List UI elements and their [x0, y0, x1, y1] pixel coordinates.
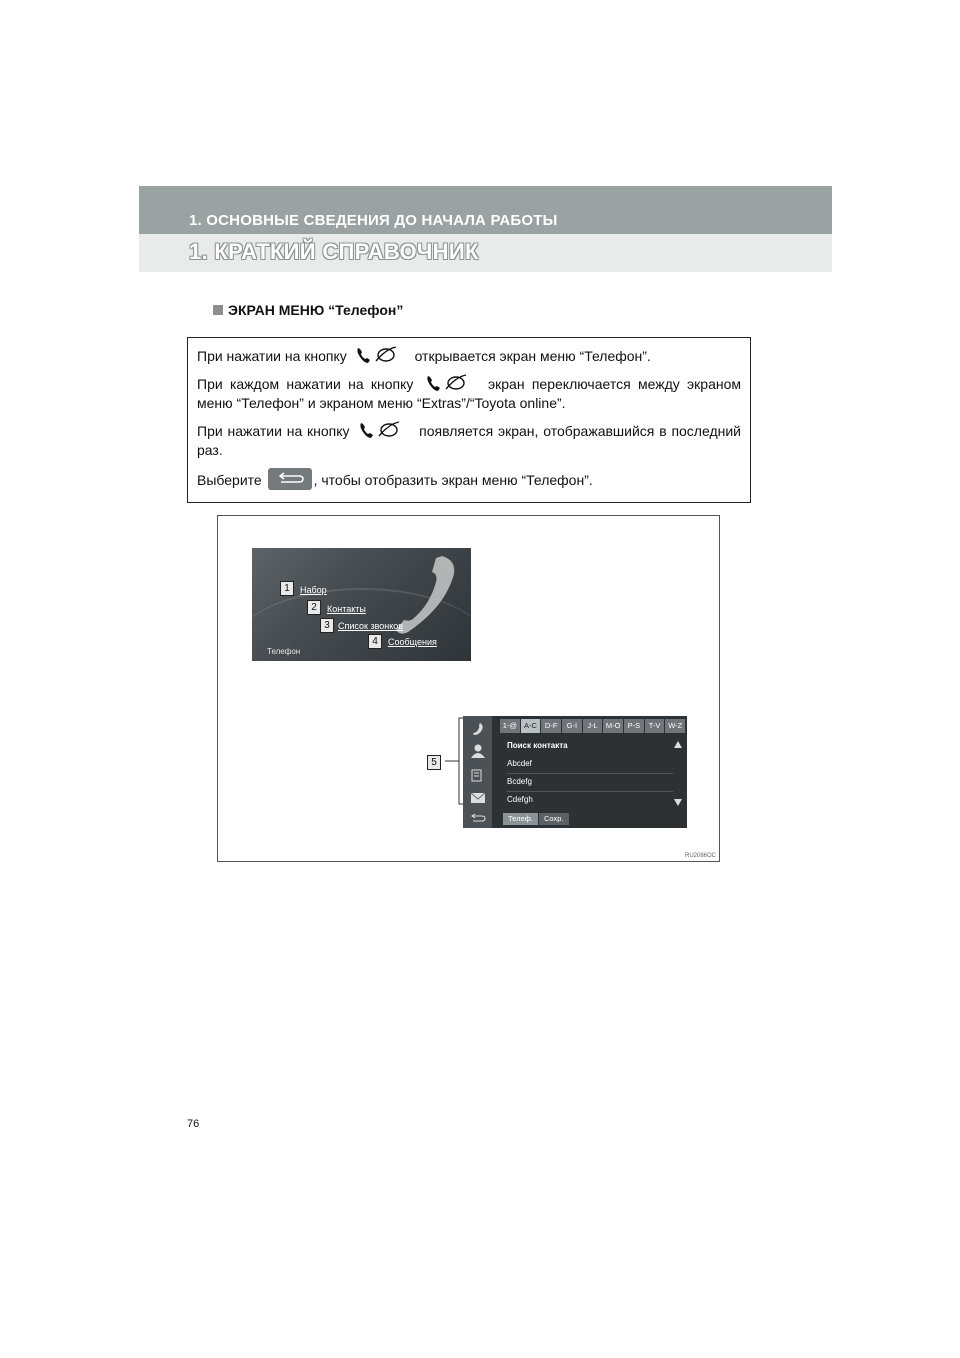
menu-item-call-history[interactable]: Список звонков	[338, 621, 404, 631]
tab-d-f[interactable]: D-F	[541, 719, 561, 733]
contact-row[interactable]: Bcdefg	[507, 777, 532, 786]
tab-w-z[interactable]: W-Z	[665, 719, 685, 733]
contacts-icon[interactable]	[470, 743, 486, 759]
callout-1: 1	[280, 581, 294, 596]
tab-phone[interactable]: Телеф.	[503, 813, 538, 825]
phone-menu-screen	[252, 548, 471, 661]
tab-m-o[interactable]: M-O	[603, 719, 623, 733]
scroll-down-icon[interactable]	[674, 798, 682, 806]
figure-reference: RU2086OC	[684, 853, 716, 859]
section-header	[139, 186, 832, 234]
search-contact-button[interactable]: Поиск контакта	[507, 741, 568, 750]
section-title: 1. ОСНОВНЫЕ СВЕДЕНИЯ ДО НАЧАЛА РАБОТЫ	[189, 212, 558, 229]
note-paragraph-3: При нажатии на кнопку появляется экран, отображавшийся в последний раз.	[197, 423, 741, 458]
note-paragraph-2: При каждом нажатии на кнопку экран переключается между экраном меню “Телефон” и экраном меню “Extras”/“Toyota online”.	[197, 376, 742, 411]
tab-1-at[interactable]: 1-@	[500, 719, 520, 733]
square-bullet-icon	[213, 305, 223, 315]
phone-button-icon	[358, 421, 400, 439]
call-history-icon[interactable]	[471, 768, 485, 782]
callout-4: 4	[368, 634, 382, 649]
menu-item-dial[interactable]: Набор	[300, 585, 327, 595]
contacts-screen	[463, 716, 687, 828]
chapter-header	[139, 234, 832, 272]
menu-item-contacts[interactable]: Контакты	[327, 604, 366, 614]
screen-title: Телефон	[267, 647, 301, 656]
callout-3: 3	[320, 618, 334, 633]
tab-g-i[interactable]: G-I	[562, 719, 582, 733]
note-paragraph-1: При нажатии на кнопку открывается экран меню “Телефон”.	[197, 348, 651, 364]
tab-p-s[interactable]: P-S	[624, 719, 644, 733]
side-bar	[463, 716, 492, 828]
tab-saved[interactable]: Сохр.	[539, 813, 569, 825]
tab-a-c[interactable]: A-C	[521, 719, 541, 733]
menu-item-messages[interactable]: Сообщения	[388, 637, 437, 647]
callout-bracket	[419, 716, 465, 828]
back-button-icon	[268, 468, 312, 490]
return-arrow-icon	[268, 468, 312, 490]
back-icon[interactable]	[469, 813, 487, 823]
contact-row[interactable]: Abcdef	[507, 759, 532, 768]
tab-j-l[interactable]: J-L	[583, 719, 603, 733]
page-number: 76	[187, 1118, 200, 1130]
dial-icon[interactable]	[471, 722, 485, 736]
contact-row[interactable]: Cdefgh	[507, 795, 533, 804]
callout-2: 2	[307, 600, 321, 615]
scroll-up-icon[interactable]	[674, 741, 682, 749]
chapter-title: 1. КРАТКИЙ СПРАВОЧНИК	[189, 239, 479, 264]
callout-5: 5	[427, 755, 441, 770]
alphabet-tabs	[500, 719, 685, 733]
phone-button-icon	[425, 374, 467, 392]
note-paragraph-4: Выберите , чтобы отобразить экран меню “Телефон”.	[197, 468, 741, 490]
info-box	[187, 337, 751, 503]
tab-t-v[interactable]: T-V	[645, 719, 665, 733]
subheading: ЭКРАН МЕНЮ “Телефон”	[213, 302, 403, 318]
messages-icon[interactable]	[470, 792, 486, 804]
phone-button-icon	[355, 346, 397, 364]
